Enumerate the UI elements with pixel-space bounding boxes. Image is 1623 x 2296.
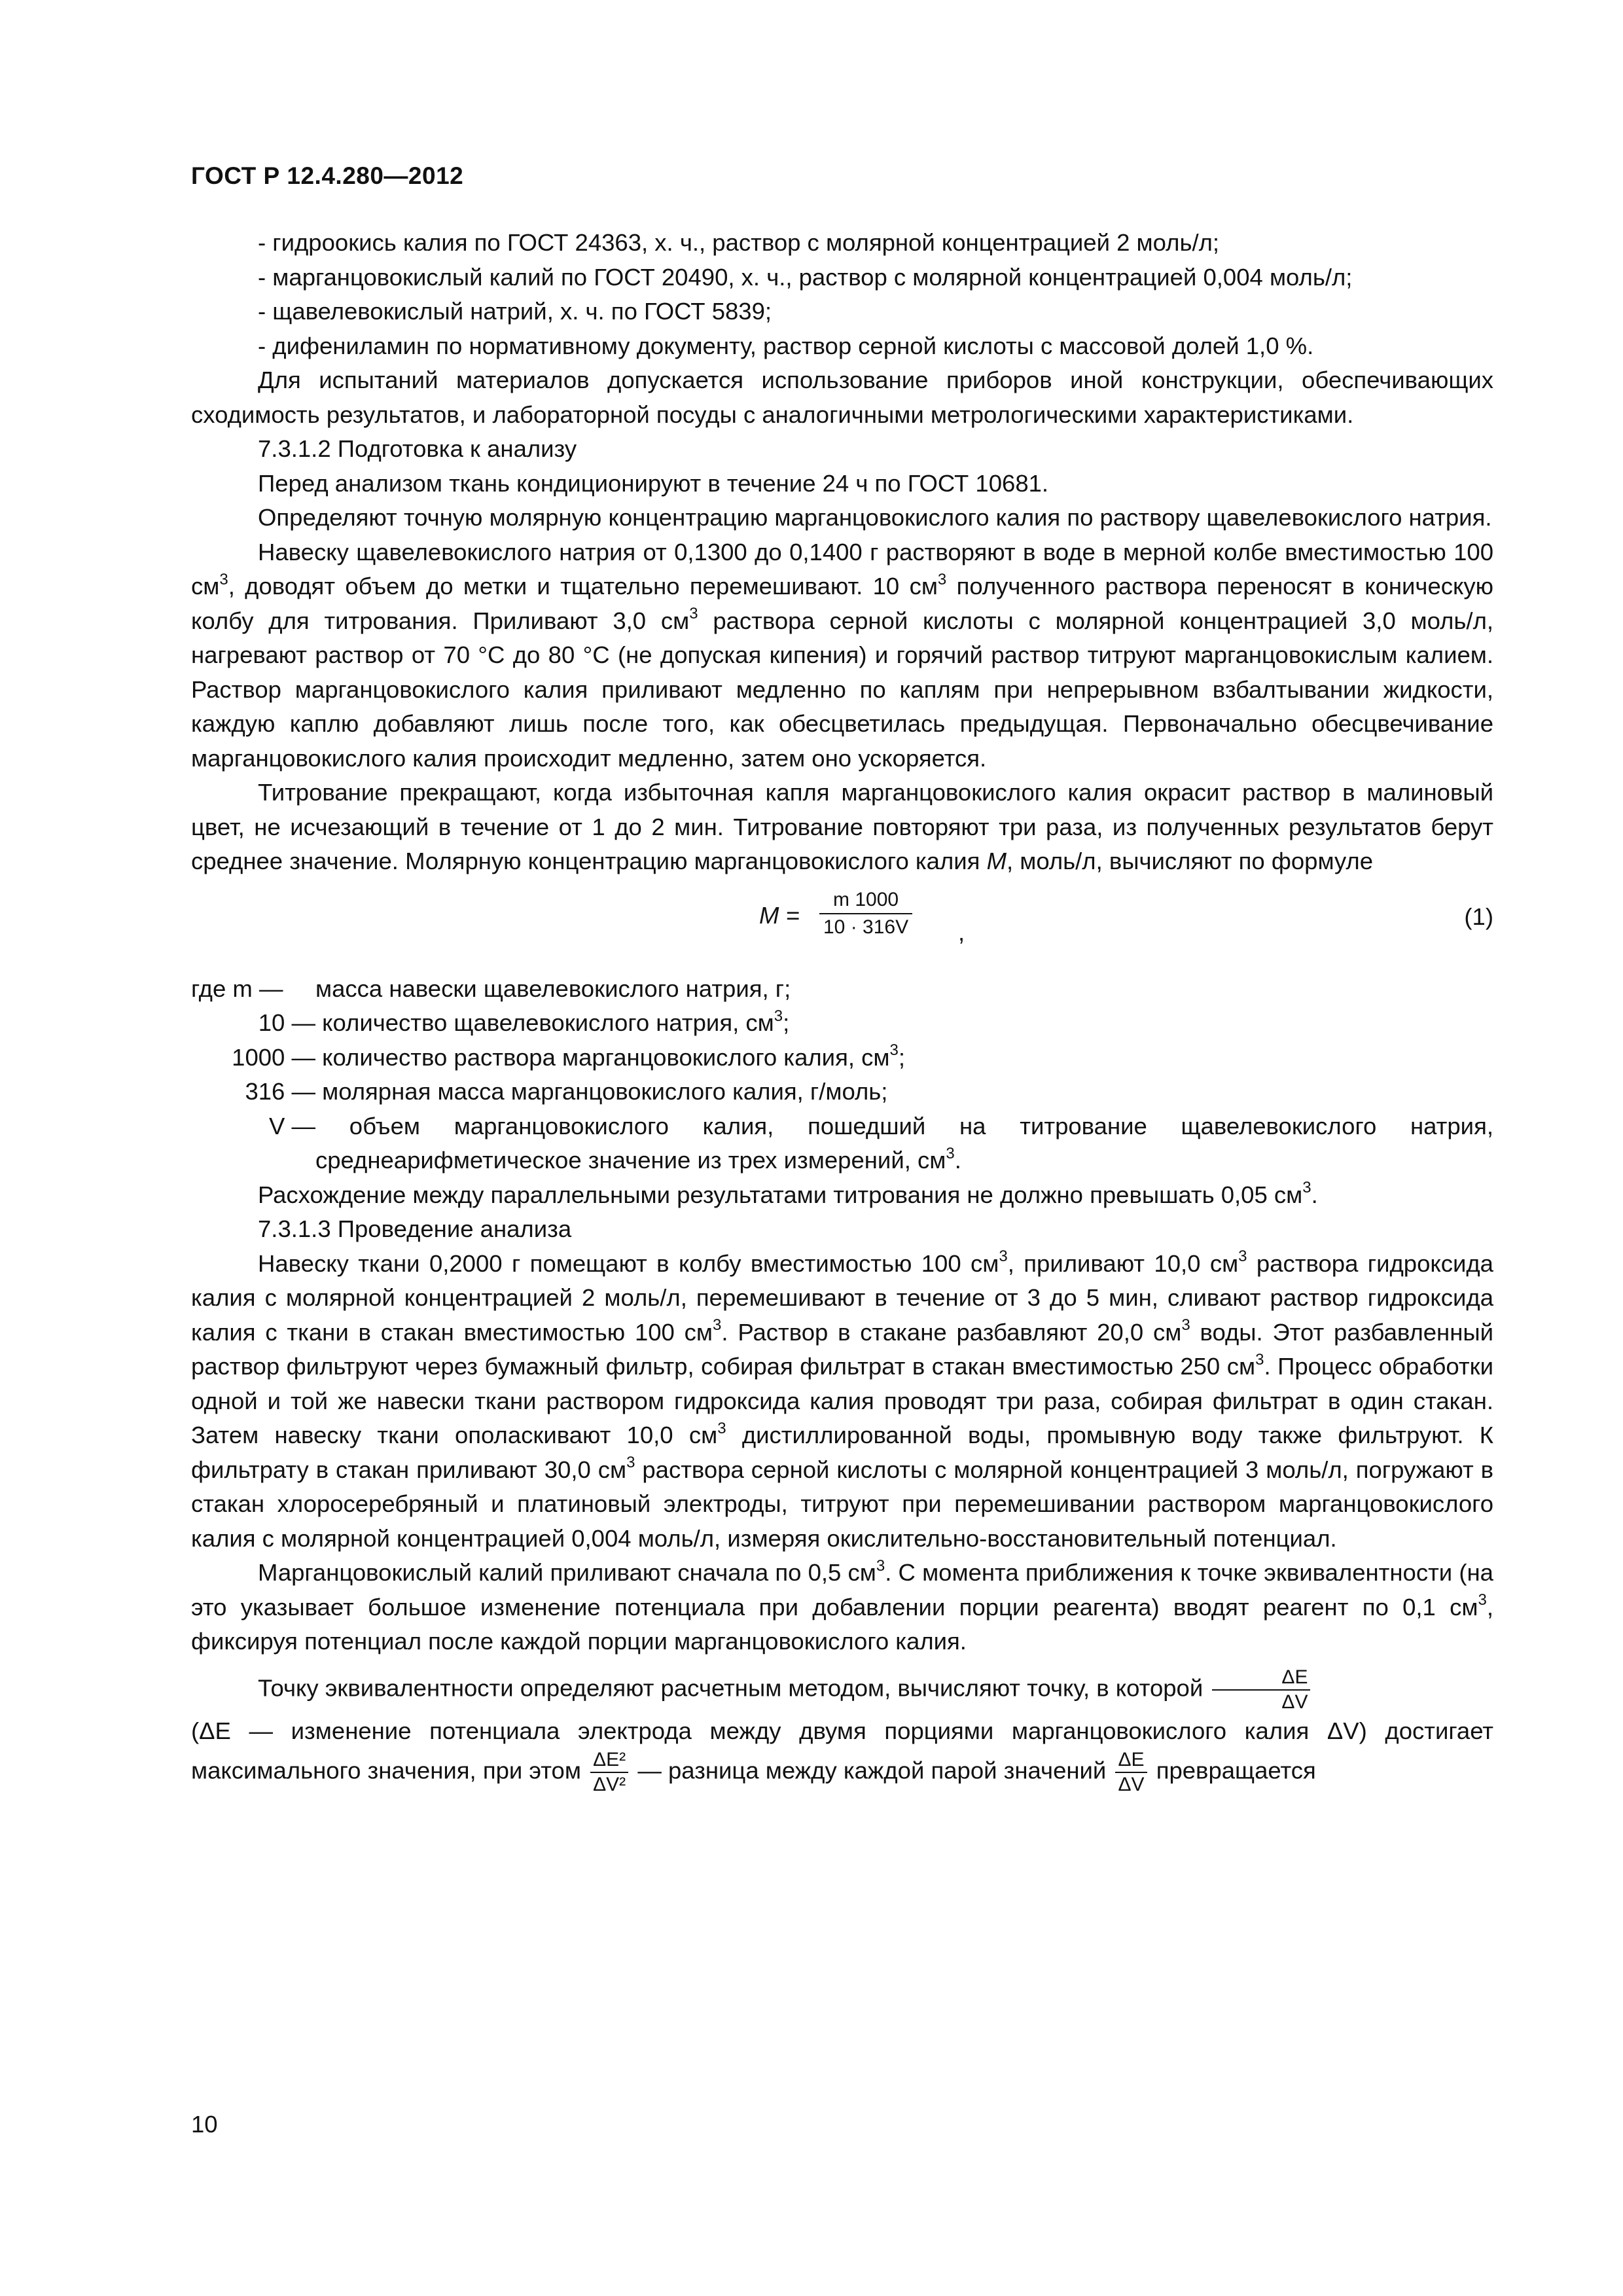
paragraph-determination: Определяют точную молярную концентрацию марганцовокислого калия по раствору щавелевокислого натрия. xyxy=(258,504,1492,531)
list-item: - гидроокись калия по ГОСТ 24363, х. ч., раствор с молярной концентрацией 2 моль/л; xyxy=(258,229,1220,256)
formula-number: (1) xyxy=(1464,903,1493,930)
formula-fraction xyxy=(819,887,912,941)
formula-trail: , xyxy=(958,918,965,946)
paragraph-conditioning: Перед анализом ткань кондиционируют в течение 24 ч по ГОСТ 10681. xyxy=(258,469,1049,497)
page-number: 10 xyxy=(191,2111,218,2138)
fraction-de-dv: $\frac{\Delta E}{\Delta V}$ xyxy=(1212,1666,1310,1714)
legend-row: где m — масса навески щавелевокислого натрия, г; xyxy=(191,975,791,1002)
legend-row: 316 — молярная масса марганцовокислого калия, г/моль; xyxy=(245,1078,888,1105)
formula-numerator: m 1000 xyxy=(819,887,912,914)
legend-row: 10 — количество щавелевокислого натрия, $см^3$; xyxy=(258,1007,790,1036)
list-item: - щавелевокислый натрий, х. ч. по ГОСТ 5839; xyxy=(258,298,772,325)
paragraph-addition: Марганцовокислый калий приливают сначала по 0,5 $см^3$. С момента приближения к точке эквивалентности (на это указывает большое изменение потенциала при добавлении порции реагента) вводят реагент по 0,1 $см^3$, фиксируя потенциал после каждой порции марганцовокислого калия. xyxy=(191,1556,1493,1655)
formula-legend xyxy=(191,972,1493,1178)
document-body xyxy=(191,226,1493,1797)
formula-lhs: M = xyxy=(759,901,800,929)
legend-row: 1000 — количество раствора марганцовокислого калия, $см^3$; xyxy=(232,1041,905,1071)
formula-denominator: 10 · 316V xyxy=(823,916,909,938)
legend-row: V — объем марганцовокислого калия, пошедший на титрование щавелевокислого натрия, среднеарифметическое значение из трех измерений, $см^3$. xyxy=(269,1112,1493,1174)
list-item: - дифениламин по нормативному документу, раствор серной кислоты с массовой долей 1,0 %. xyxy=(258,332,1314,359)
paragraph-procedure: Навеску ткани 0,2000 г помещают в колбу вместимостью 100 $см^3$, приливают 10,0 $см^3$ раствора гидроксида калия с молярной концентрацией 2 моль/л, перемешивают в течение от 3 до 5 мин, сливают раствор гидроксида калия с ткани в стакан вместимостью 100 $см^3$. Раствор в стакане разбавляют 20,0 $см^3$ воды. Этот разбавленный раствор фильтруют через бумажный фильтр, собирая фильтрат в стакан вместимостью 250 $см^3$. Процесс обработки одной и той же навески ткани раствором гидроксида калия проводят три раза, собирая фильтрат в один стакан. Затем навеску ткани ополаскивают 10,0 $см^3$ дистиллированной воды, промывную воду также фильтруют. К фильтрату в стакан приливают 30,0 $см^3$ раствора серной кислоты с молярной концентрацией 3 моль/л, погружают в стакан хлоросеребряный и платиновый электроды, титруют при перемешивании раствором марганцовокислого калия с молярной концентрацией 0,004 моль/л, измеряя окислительно-восстановительный потенциал. xyxy=(191,1247,1493,1552)
section-heading: 7.3.1.2 Подготовка к анализу xyxy=(258,435,577,462)
document-header: ГОСТ Р 12.4.280—2012 xyxy=(191,162,464,189)
formula-1 xyxy=(191,887,1493,965)
paragraph-titration: Титрование прекращают, когда избыточная капля марганцовокислого калия окрасит раствор в малиновый цвет, не исчезающий в течение от 1 до 2 мин. Титрование повторяют три раза, из полученных результатов берут среднее значение. Молярную концентрацию марганцовокислого калия M, моль/л, вычисляют по формуле xyxy=(191,779,1493,874)
paragraph-weighing: Навеску щавелевокислого натрия от 0,1300 до 0,1400 г растворяют в воде в мерной колбе вместимостью 100 $см^3$, доводят объем до метки и тщательно перемешивают. 10 $см^3$ полученного раствора переносят в коническую колбу для титрования. Приливают 3,0 $см^3$ раствора серной кислоты с молярной концентрацией 3,0 моль/л, нагревают раствор от 70 °С до 80 °С (не допуская кипения) и горячий раствор титруют марганцовокислым калием. Раствор марганцовокислого калия приливают медленно по каплям при непрерывном взбалтывании жидкости, каждую каплю добавляют лишь после того, как обесцветилась предыдущая. Первоначально обесцвечивание марганцовокислого калия происходит медленно, затем оно ускоряется. xyxy=(191,538,1494,772)
paragraph-equivalence: Точку эквивалентности определяют расчетным методом, вычисляют точку, в которой $\frac{\Delta E}{\Delta V}$ xyxy=(191,1666,1493,1714)
section-heading: 7.3.1.3 Проведение анализа xyxy=(258,1215,572,1242)
fraction-de2-dv2: $\frac{\text{ΔE²}}{\text{ΔV²}}$ xyxy=(590,1748,628,1797)
paragraph-discrepancy: Расхождение между параллельными результатами титрования не должно превышать 0,05 $см^3$. xyxy=(258,1179,1318,1208)
paragraph-allowance: Для испытаний материалов допускается использование приборов иной конструкции, обеспечивающих сходимость результатов, и лабораторной посуды с аналогичными метрологическими характеристиками. xyxy=(191,367,1493,428)
fraction-de-dv: $\frac{\Delta E}{\Delta V}$ xyxy=(1115,1748,1147,1797)
paragraph-equivalence-cont: (ΔE — изменение потенциала электрода между двумя порциями марганцовокислого калия ΔV) достигает максимального значения, при этом $\frac{\text{ΔE²}}{\text{ΔV²}}$ — разница между каждой парой значений $\frac{\Delta E}{\Delta V}$ превращается xyxy=(191,1717,1493,1795)
list-item: - марганцовокислый калий по ГОСТ 20490, х. ч., раствор с молярной концентрацией 0,004 моль/л; xyxy=(258,263,1353,291)
